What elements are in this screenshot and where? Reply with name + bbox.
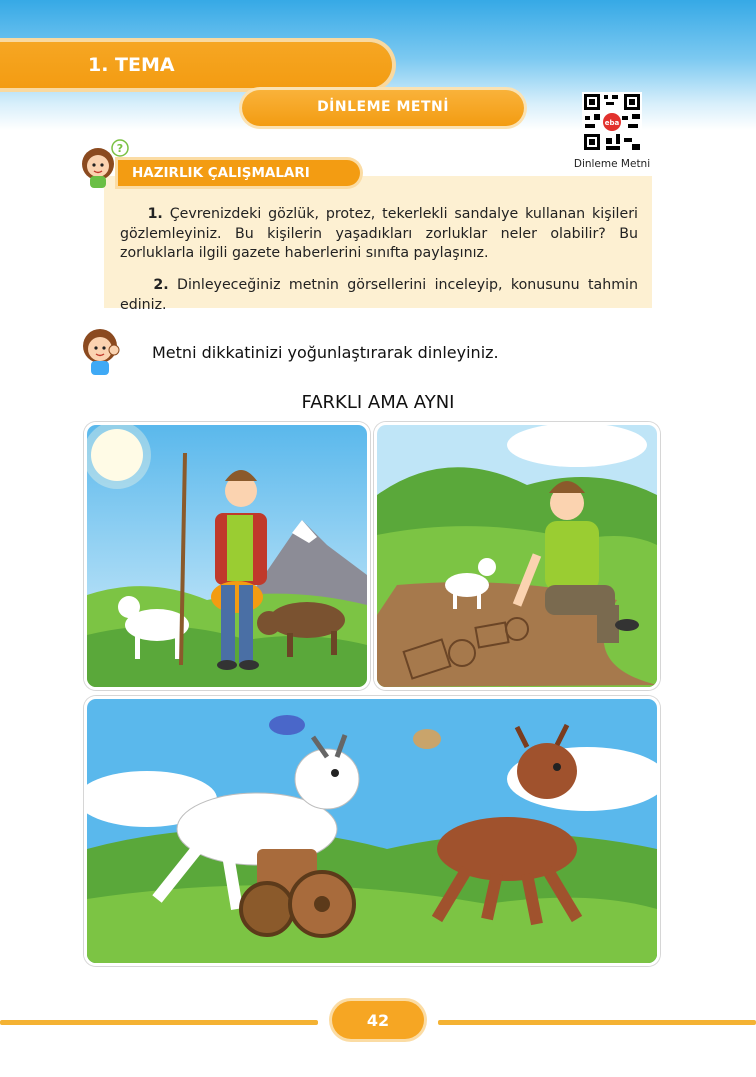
question-2 <box>120 276 638 315</box>
footer-line-right <box>438 1020 756 1025</box>
qr-code-icon[interactable] <box>582 92 642 152</box>
question-1-number: 1. <box>147 206 163 222</box>
section-label: DİNLEME METNİ <box>317 99 449 115</box>
girl-listening-icon <box>74 322 126 374</box>
theme-tab <box>0 42 392 88</box>
page-number: 42 <box>366 1011 390 1030</box>
illustration-shepherd <box>84 422 370 690</box>
listening-instruction: Metni dikkatinizi yoğunlaştırarak dinleyiniz. <box>152 343 499 362</box>
qr-caption: Dinleme Metni <box>573 158 651 170</box>
story-title: FARKLI AMA AYNI <box>301 392 455 413</box>
illustration-drawing-cart <box>374 422 660 690</box>
page-number-badge <box>332 1001 424 1039</box>
svg-text:?: ? <box>116 142 124 155</box>
question-1 <box>120 205 638 264</box>
svg-text:eba: eba <box>604 119 620 127</box>
preparation-title: HAZIRLIK ÇALIŞMALARI <box>132 165 310 181</box>
question-1-text: Çevrenizdeki gözlük, protez, tekerlekli sandalye kullanan kişileri gözlemleyiniz. Bu kişilerin yaşadıkları zorluklar neler olabilir? Bu zorluklarla ilgili gazete haberlerini sınıfta paylaşınız. <box>120 206 638 261</box>
theme-label: 1. TEMA <box>88 54 175 76</box>
question-2-number: 2. <box>153 277 169 293</box>
illustration-goats-playing <box>84 696 660 966</box>
question-2-text: Dinleyeceğiniz metnin görsellerini inceleyip, konusunu tahmin ediniz. <box>120 277 638 313</box>
footer-line-left <box>0 1020 318 1025</box>
preparation-tab <box>118 160 360 186</box>
section-tab <box>242 90 524 126</box>
